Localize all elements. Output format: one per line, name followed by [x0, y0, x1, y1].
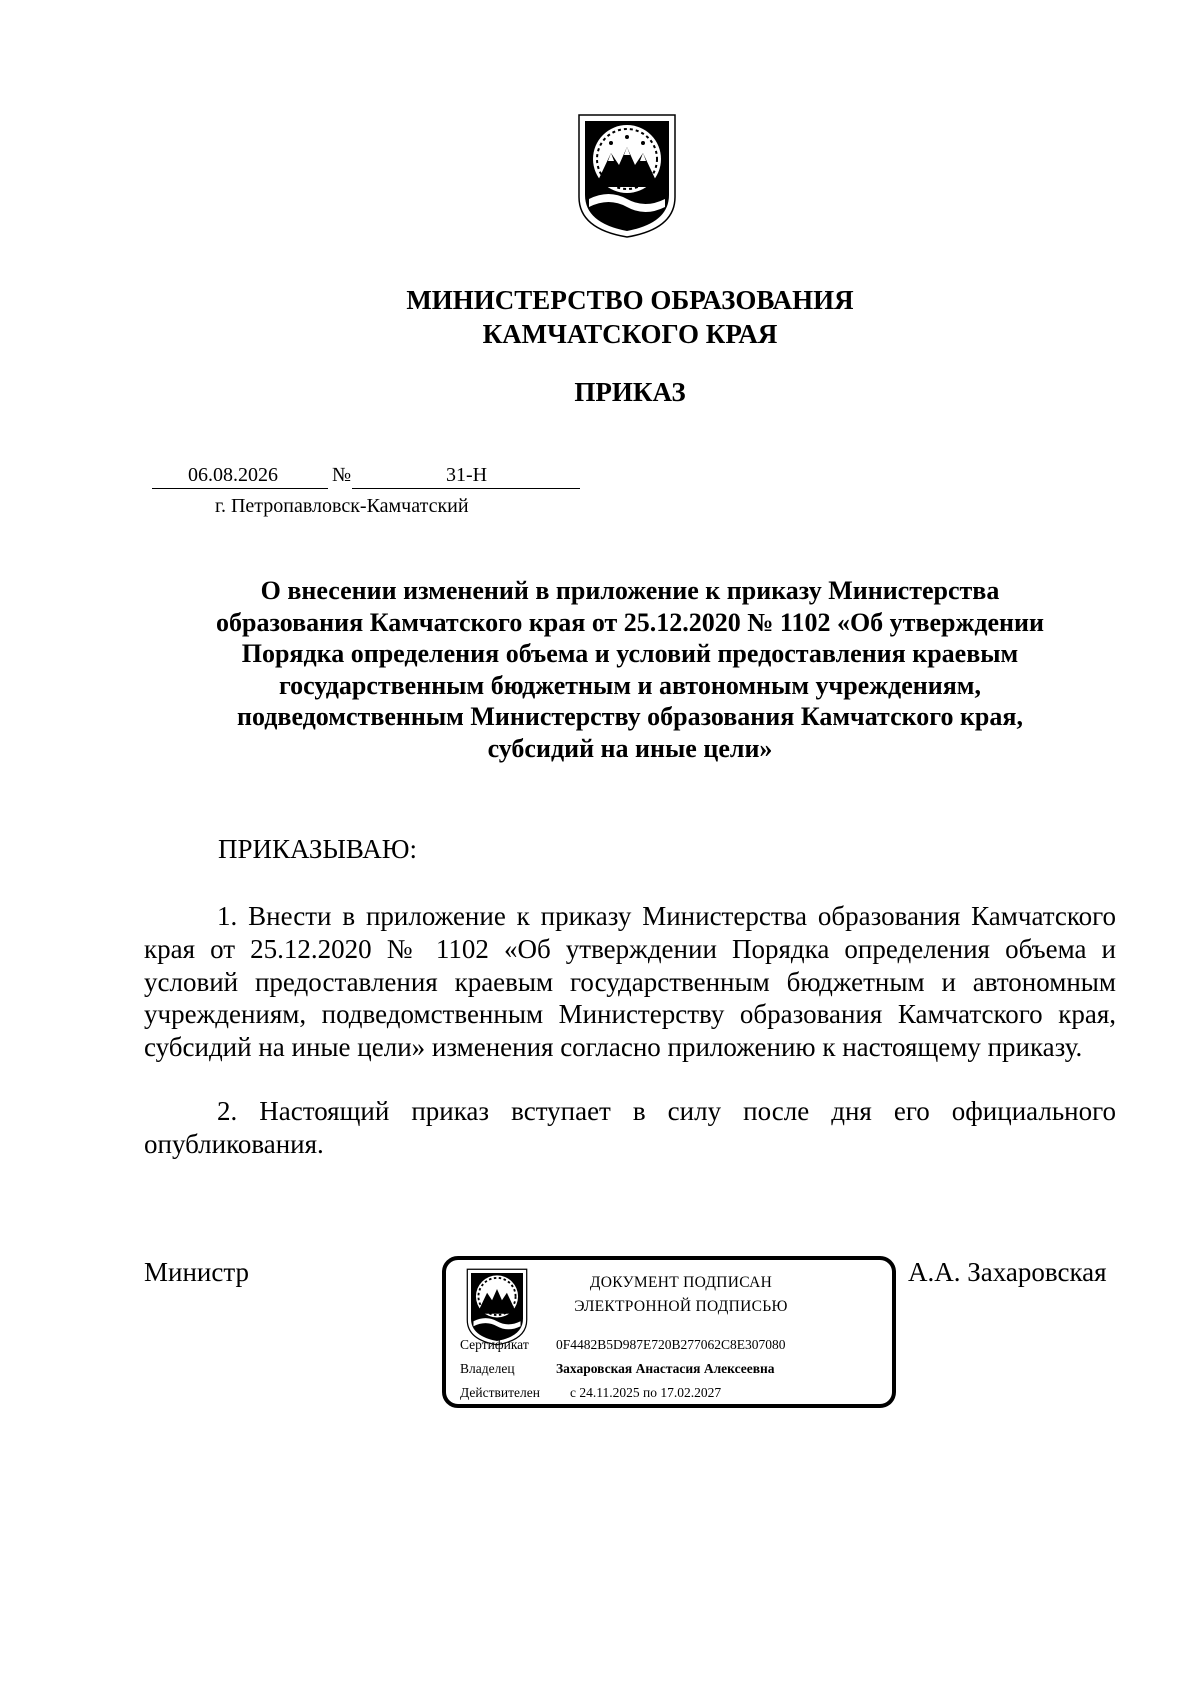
body-paragraph-1 [144, 900, 1116, 1064]
city-label: г. Петропавловск-Камчатский [215, 495, 469, 517]
ministry-name-line1: МИНИСТЕРСТВО ОБРАЗОВАНИЯ [406, 285, 854, 315]
valid-value: с 24.11.2025 по 17.02.2027 [570, 1385, 722, 1400]
doc-type-title: ПРИКАЗ [574, 377, 686, 407]
heading-line: образования Камчатского края от 25.12.2020 № 1102 «Об утверждении [216, 607, 1044, 637]
owner-value: Захаровская Анастасия Алексеевна [556, 1361, 775, 1376]
stamp-title-line1: ДОКУМЕНТ ПОДПИСАН [589, 1274, 773, 1291]
valid-label: Действителен [460, 1385, 540, 1400]
stamp-title-line2: ЭЛЕКТРОННОЙ ПОДПИСЬЮ [574, 1298, 788, 1315]
number-sign: № [332, 464, 352, 486]
stamp-owner-row [460, 1361, 775, 1377]
order-heading [0, 575, 1200, 764]
owner-label: Владелец [460, 1361, 515, 1376]
signer-position: Министр [144, 1257, 249, 1287]
stamp-emblem-icon [462, 1268, 532, 1346]
ministry-header [0, 283, 1200, 351]
heading-line: Порядка определения объема и условий предоставления краевым [241, 639, 1019, 668]
date-number-row [152, 464, 580, 490]
order-date: 06.08.2026 [188, 464, 278, 486]
electronic-signature-stamp [442, 1256, 896, 1408]
heading-line: субсидий на иные цели» [487, 733, 773, 763]
heading-line: О внесении изменений в приложение к приказу Министерства [260, 576, 1000, 605]
cert-label: Сертификат [460, 1337, 529, 1352]
ministry-name-line2: КАМЧАТСКОГО КРАЯ [482, 319, 778, 349]
date-underline [152, 488, 328, 489]
paragraph-text: 1. Внести в приложение к приказу Министерства образования Камчатского края от 25.12.2020 № 1102 «Об утверждении Порядка определения объема и условий предоставления краевым государственным бюджетным и автономным учреждениям, подведомственным Министерству образования Камчатского края, субсидий на иные цели» изменения согласно приложению к настоящему приказу. [144, 901, 1116, 1063]
stamp-certificate-row [460, 1337, 786, 1353]
number-underline [352, 488, 580, 489]
cert-value: 0F4482B5D987E720B277062C8E307080 [556, 1337, 786, 1352]
order-number: 31-Н [446, 464, 488, 486]
paragraph-text: 2. Настоящий приказ вступает в силу после дня его официального опубликования. [144, 1096, 1116, 1159]
order-word: ПРИКАЗЫВАЮ: [218, 834, 417, 864]
kamchatka-emblem-icon [575, 113, 679, 239]
heading-line: подведомственным Министерству образования Камчатского края, [237, 702, 1023, 731]
heading-line: государственным бюджетным и автономным учреждениям, [279, 670, 981, 700]
body-paragraph-2 [144, 1095, 1116, 1161]
stamp-validity-row [460, 1385, 721, 1401]
signer-name: А.А. Захаровская [908, 1257, 1107, 1287]
